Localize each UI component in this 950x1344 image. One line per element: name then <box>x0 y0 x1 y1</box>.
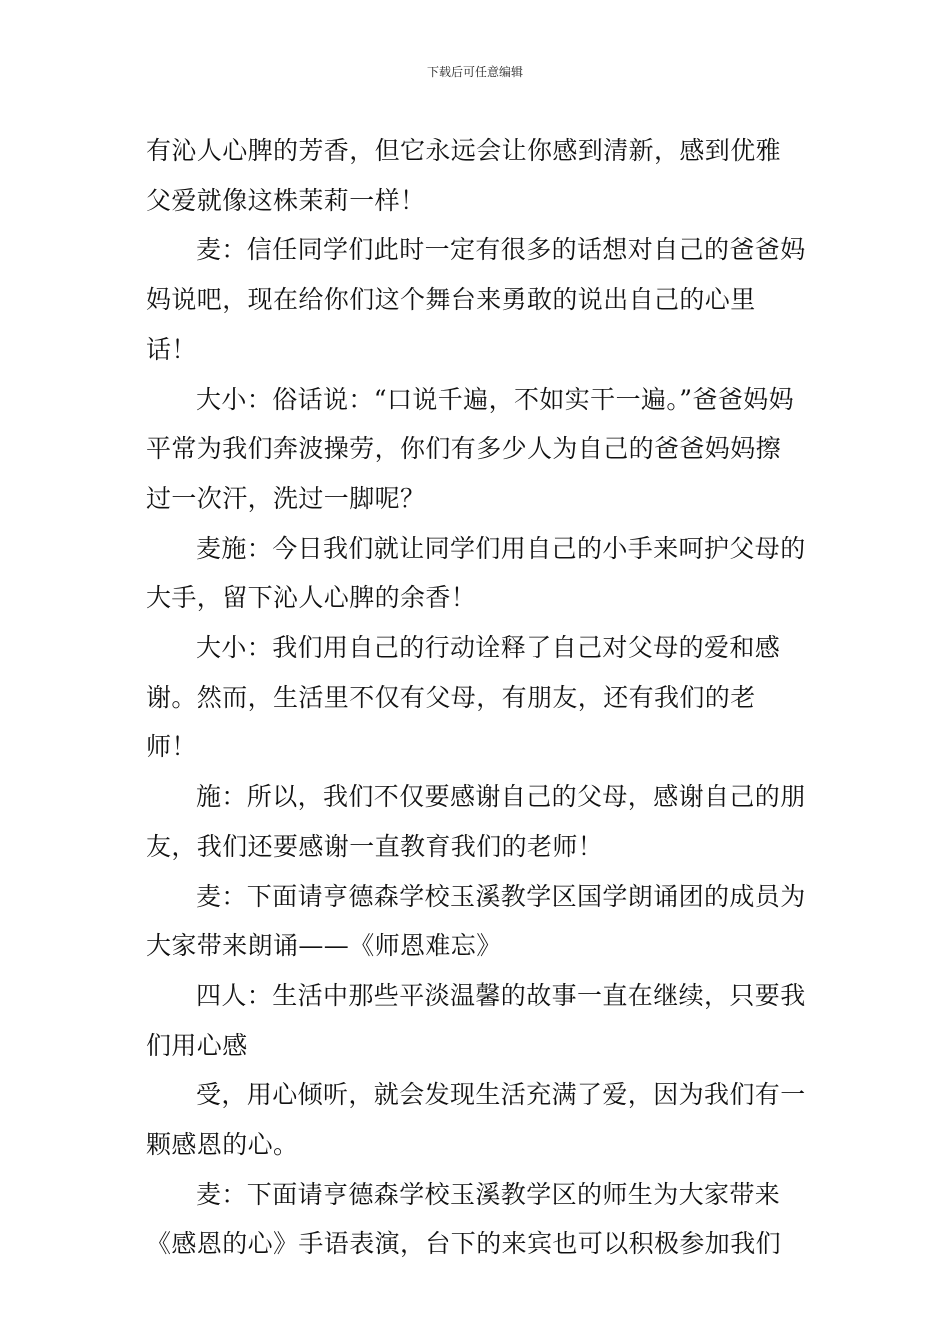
paragraph: 大小：我们用自己的行动诠释了自己对父母的爱和感谢。然而，生活里不仅有父母，有朋友，还有我们的老师！ <box>146 633 781 762</box>
paragraph: 受，用心倾听，就会发现生活充满了爱，因为我们有一颗感恩的心。 <box>146 1080 806 1160</box>
paragraph: 大小：俗话说：“口说千遍，不如实干一遍。”爸爸妈妈平常为我们奔波操劳，你们有多少人为自己的爸爸妈妈擦过一次汗，洗过一脚呢？ <box>146 384 795 513</box>
page-header: 下载后可任意编辑 <box>426 65 523 79</box>
paragraph: 四人：生活中那些平淡温馨的故事一直在继续，只要我们用心感 <box>146 980 806 1060</box>
paragraph: 有沁人心脾的芳香，但它永远会让你感到清新，感到优雅父爱就像这株茉莉一样！ <box>146 136 782 215</box>
paragraph: 麦：下面请亨德森学校玉溪教学区的师生为大家带来《感恩的心》手语表演，台下的来宾也可以积极参加我们 <box>146 1179 782 1259</box>
paragraph: 麦：信任同学们此时一定有很多的话想对自己的爸爸妈妈说吧，现在给你们这个舞台来勇敢的说出自己的心里话！ <box>146 235 806 364</box>
paragraph: 麦：下面请亨德森学校玉溪教学区国学朗诵团的成员为大家带来朗诵——《师恩难忘》 <box>146 881 806 961</box>
paragraph: 施：所以，我们不仅要感谢自己的父母，感谢自己的朋友，我们还要感谢一直教育我们的老师！ <box>146 782 806 861</box>
document-body <box>146 126 806 1269</box>
paragraph: 麦施：今日我们就让同学们用自己的小手来呵护父母的大手，留下沁人心脾的余香！ <box>146 533 806 613</box>
